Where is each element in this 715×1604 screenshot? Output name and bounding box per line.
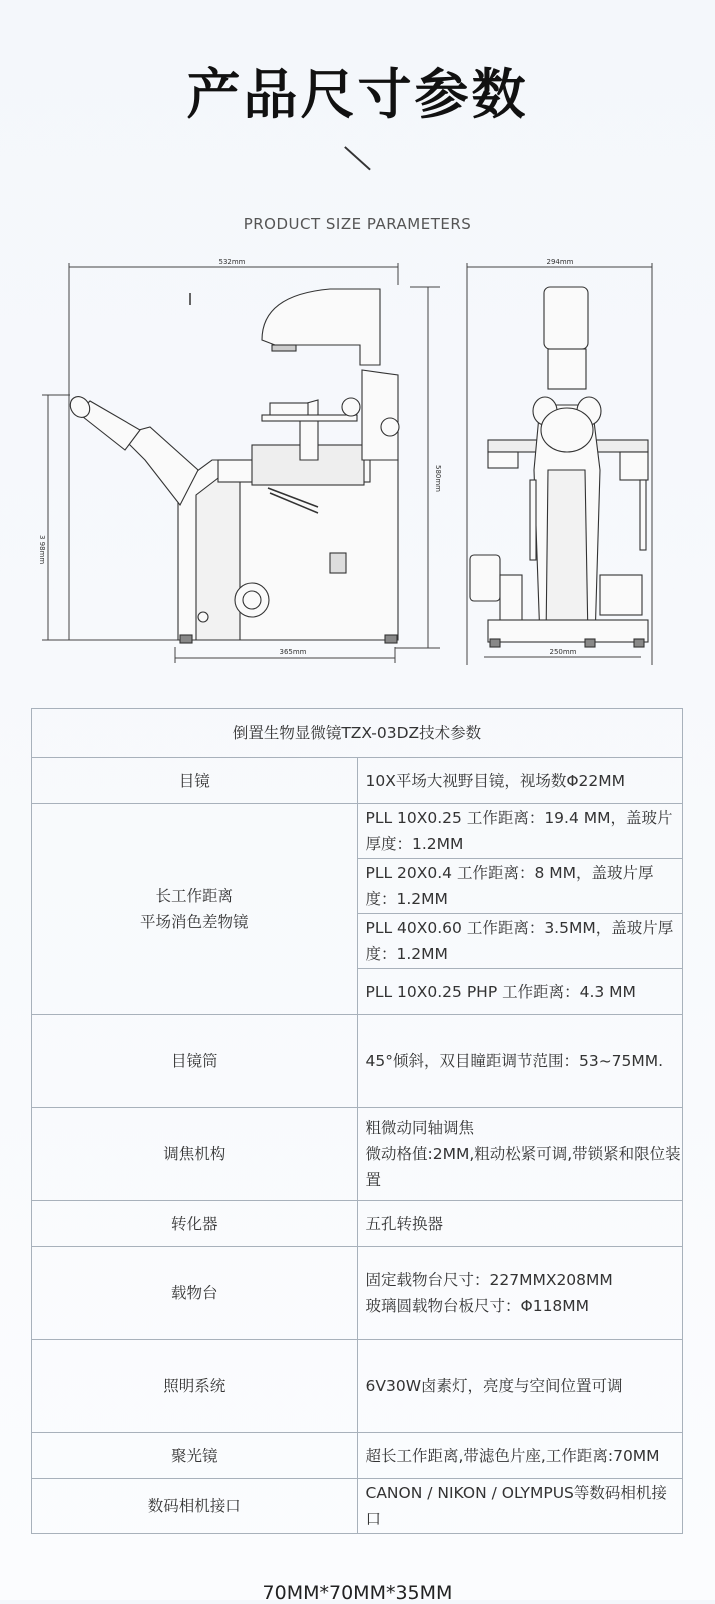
dim-width-top: 532mm xyxy=(218,258,246,266)
row-value-focus-2: 微动格值:2MM,粗动松紧可调,带锁紧和限位装置 xyxy=(365,1145,681,1189)
row-value-condenser: 超长工作距离,带滤色片座,工作距离:70MM xyxy=(357,1433,683,1479)
row-label-objective-line1: 长工作距离 xyxy=(155,887,233,905)
page-subtitle: PRODUCT SIZE PARAMETERS xyxy=(243,215,472,233)
row-value-objective-1: PLL 10X0.25 工作距离：19.4 MM，盖玻片厚度：1.2MM xyxy=(357,804,683,859)
footer-size: 70MM*70MM*35MM xyxy=(262,1582,453,1604)
row-label-eyepiece: 目镜 xyxy=(32,758,358,804)
row-value-objective-3: PLL 40X0.60 工作距离：3.5MM，盖玻片厚度：1.2MM xyxy=(357,914,683,969)
row-value-focus-1: 粗微动同轴调焦 xyxy=(365,1119,475,1137)
dim-base: 365mm xyxy=(279,648,307,656)
dim-height-left: 3 98mm xyxy=(38,535,46,565)
dim-side-top: 294mm xyxy=(546,258,574,266)
row-label-camera: 数码相机接口 xyxy=(32,1479,358,1534)
dim-side-base: 250mm xyxy=(549,648,577,656)
row-value-stage xyxy=(357,1247,683,1340)
row-value-objective-2: PLL 20X0.4 工作距离：8 MM，盖玻片厚度：1.2MM xyxy=(357,859,683,914)
row-value-focus xyxy=(357,1108,683,1201)
dim-height-right: 580mm xyxy=(434,465,442,492)
row-label-nosepiece: 转化器 xyxy=(32,1201,358,1247)
dimension-drawing xyxy=(0,255,715,675)
page-title: 产品尺寸参数 xyxy=(186,63,529,126)
row-value-camera: CANON / NIKON / OLYMPUS等数码相机接口 xyxy=(357,1479,683,1534)
decorative-slash xyxy=(344,146,370,170)
row-label-stage: 载物台 xyxy=(32,1247,358,1340)
row-value-objective-4: PLL 10X0.25 PHP 工作距离：4.3 MM xyxy=(357,969,683,1015)
row-label-focus: 调焦机构 xyxy=(32,1108,358,1201)
row-label-illumination: 照明系统 xyxy=(32,1340,358,1433)
row-value-eyepiece: 10X平场大视野目镜，视场数Φ22MM xyxy=(357,758,683,804)
spec-table xyxy=(31,708,683,1534)
row-value-illumination: 6V30W卤素灯，亮度与空间位置可调 xyxy=(357,1340,683,1433)
row-label-objective xyxy=(32,804,358,1015)
row-label-objective-line2: 平场消色差物镜 xyxy=(139,913,249,931)
spec-table-heading: 倒置生物显微镜TZX-03DZ技术参数 xyxy=(32,709,683,758)
row-value-stage-2: 玻璃圆载物台板尺寸：Φ118MM xyxy=(365,1297,590,1315)
row-label-condenser: 聚光镜 xyxy=(32,1433,358,1479)
row-label-tube: 目镜筒 xyxy=(32,1015,358,1108)
row-value-nosepiece: 五孔转换器 xyxy=(357,1201,683,1247)
row-value-stage-1: 固定载物台尺寸：227MMX208MM xyxy=(365,1271,613,1289)
row-value-tube: 45°倾斜，双目瞳距调节范围：53~75MM. xyxy=(357,1015,683,1108)
